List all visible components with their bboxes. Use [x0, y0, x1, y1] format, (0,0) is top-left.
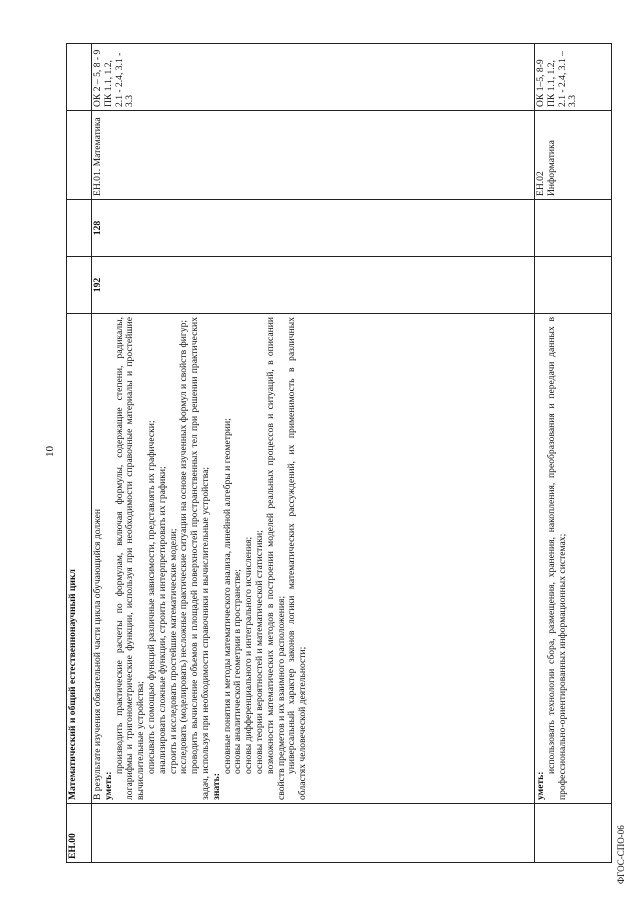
list-item: строить и исследовать простейшие математические модели;	[167, 528, 179, 774]
table-row	[92, 44, 535, 863]
competencies-header-cell	[67, 44, 92, 111]
page-number: 10	[44, 446, 56, 457]
table-row	[67, 44, 92, 863]
list-item: основы теории вероятностей и математической статистики;	[253, 530, 265, 774]
umet-label: уметь:	[102, 771, 114, 800]
list-item: проводить вычисление объемов и площадей поверхностей пространственных тел при решении практических задач, используя при необходимости справочники и вычислительные устройства;	[189, 317, 211, 800]
umet-label: уметь:	[535, 771, 546, 800]
hours-max: 192	[92, 257, 535, 314]
list-item: возможности математических методов в построении моделей реальных процессов и ситуаций, в описании свойств предметов и их взаимного расположения;	[264, 317, 287, 800]
list-item: основы аналитической геометрии в пространстве;	[232, 569, 244, 774]
list-item: универсальный характер законов логики математических рассуждений, их применимость в различных областях человеческой деятельности;	[286, 317, 309, 800]
hours-obligatory: 128	[92, 200, 535, 257]
list-item: использовать технологии сбора, размещения, хранения, накопления, преобразования и передачи данных в профессионально-ориентированных информационных системах;	[545, 317, 568, 800]
empty-cell	[535, 257, 612, 314]
znat-label: знать:	[210, 773, 222, 800]
document-sheet	[66, 43, 612, 863]
discipline-header-cell	[67, 111, 92, 200]
list-item: анализировать сложные функции, строить и интерпретировать их графики;	[156, 466, 168, 774]
intro-text: В результате изучения обязательной части цикла обучающийся должен	[92, 508, 103, 800]
list-item: исследовать (моделировать) несложные практические ситуации на основе изученных формул и свойств фигур;	[178, 319, 190, 774]
discipline-name: ЕН.02 Информатика	[535, 111, 612, 200]
requirements-cell	[92, 314, 535, 804]
competencies: ОК 1–5, 8-9 ПК 1.1, 1.2, 2.1 - 2.4, 3.1 – 3.3	[535, 44, 612, 111]
empty-cell	[92, 804, 535, 863]
section-code: ЕН.00	[67, 804, 92, 863]
list-item: производить практические расчеты по формулам, включая формулы, содержащие степени, радикалы, логарифмы и тригонометрические функции, используя при необходимости справочные материалы и простейшие вычислительные устройства;	[113, 317, 147, 800]
footer-code: ФГОС-СПО-06	[616, 825, 626, 884]
hours-obligatory-cell	[67, 200, 92, 257]
empty-cell	[535, 200, 612, 257]
hours-max-cell	[67, 257, 92, 314]
empty-cell	[535, 804, 612, 863]
curriculum-table	[66, 43, 612, 863]
requirements-cell	[535, 314, 612, 804]
competencies: ОК 2 – 5, 8 - 9 ПК 1.1, 1.2, 2.1 - 2.4, 3.1 - 3.3	[92, 44, 535, 111]
list-item: основы дифференциального и интегрального исчисления;	[243, 536, 255, 774]
table-row	[535, 44, 612, 863]
discipline-name: ЕН.01. Математика	[92, 111, 535, 200]
list-item: основные понятия и методы математического анализа, линейной алгебры и геометрии;	[221, 418, 233, 774]
list-item: описывать с помощью функций различные зависимости, представлять их графически;	[145, 420, 157, 774]
section-title: Математический и общий естественнонаучный цикл	[67, 314, 92, 804]
